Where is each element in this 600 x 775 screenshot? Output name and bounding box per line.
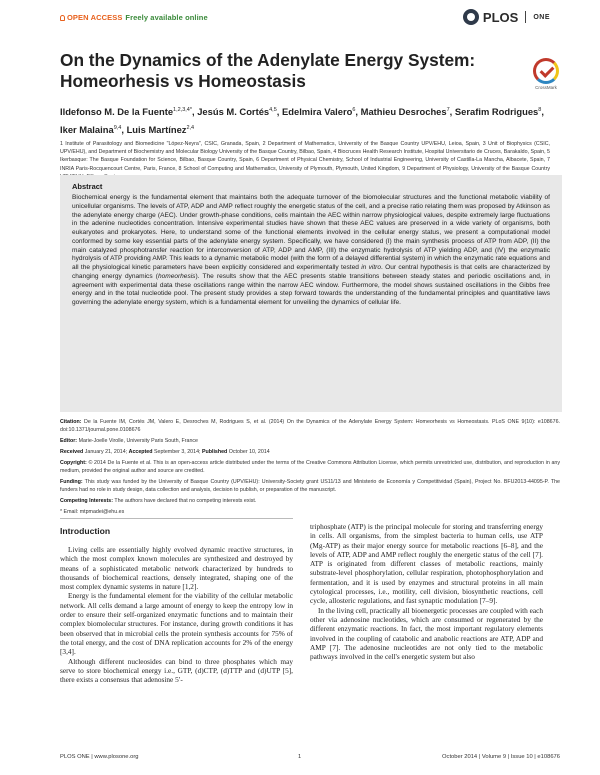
abstract-text [72,194,550,308]
received-label: Received [60,449,84,456]
paragraph: triphosphate (ATP) is the principal molecule for storing and transferring energy in cells. All organisms, from the simplest bacteria to human cells, use ATP (Mg-ATP) as their major energy source for metabolic reactions [6–8], and the levels of ATP, ADP and AMP reflect roughly the energetic status of the cell [7]. ATP is originated from different classes of metabolic reactions, mainly substrate-level phosphorylation, cellular respiration, photophosphorylation and fermentation, and it is used by enzymes and structural proteins in all main cytological processes, i.e., motility, cell division, biosynthetic reactions, cell cycle, allosteric regulations, and fast synaptic modulation [7–9]. [310,522,543,606]
abstract-heading: Abstract [72,182,103,191]
funding-text: This study was funded by the University of Basque Country (UPV/EHU): University-Society grant US11/13 and Ministerio de Economía y Competitividad (Spain), Project No. BFU2013-44095-P. The funders had no role in study design, data collection and analysis, decision to publish, or preparation of the manuscript. [60,479,560,494]
author-affiliation-mark: 2,4 [186,125,195,132]
body-column-left [60,545,293,684]
freely-available-label: Freely available online [125,13,208,22]
journal-sub: ONE [533,13,550,21]
editor-text: Marie-Joelle Virolle, University Paris South, France [78,438,198,445]
article-metadata [60,418,560,519]
author-name: Luis Martínez [126,124,187,136]
author-name: Ildefonso M. De la Fuente [60,106,174,118]
open-access-label [67,13,122,22]
accepted-date: September 3, 2014; [153,449,201,456]
copyright-text: © 2014 De la Fuente et al. This is an open-access article distributed under the terms of the Creative Commons Attribution License, which permits unrestricted use, distribution, and reproduction in any medium, provided the original author and source are credited. [60,459,560,475]
abstract-part-3: ). The results show that the AEC presents stable transitions between steady states and periodic oscillations and, in agreement with experimental data these oscillations range within the narrow AEC window. Furthermore, the model shows sustained oscillations in the Gibbs free energy and in the total nucleotide pool. The present study provides a step forward towards the understanding of the fundamental principles and quantitative laws governing the adenylate energy system, which is a fundamental element for unveiling the dynamics of cellular life. [72,272,550,306]
introduction-heading: Introduction [60,526,111,536]
plos-logo-icon [463,9,479,25]
crossmark-label: CrossMark [535,85,557,90]
open-access-banner [60,13,208,22]
published-label: Published [201,449,228,456]
author-name: Mathieu Desroches [360,106,447,118]
received-date: January 21, 2014; [84,449,128,456]
funding [60,478,560,495]
citation-label: Citation: [60,419,82,425]
open-word: OPEN [67,13,89,22]
author-affiliation-mark: 9,4 [113,125,122,132]
paragraph: In the living cell, practically all bioenergetic processes are coupled with each other via adenosine nucleotides, which are consumed or regenerated by the different enzymatic reactions. In fact, the most important regulatory elements involved in the coupling of catabolic and anabolic reactions are ATP, ADP and AMP [7]. The adenosine nucleotides are not only tied to the metabolic pathways involved in the cell's energetic system but also [310,605,543,662]
citation [60,418,560,435]
author-list: Ildefonso M. De la Fuente$^{1,2,3,4*}$, Jesús M. Cortés$^{4,5}$, Edelmira Valero$^6$, Mathieu Desroches$^7$, Serafim Rodrigues$^8$, Iker Malaina$^{9,4}$, Luis Martínez$^{2,4}$ [60,106,544,136]
crossmark-icon [533,58,559,84]
access-word: ACCESS [90,13,123,22]
paragraph: Living cells are essentially highly evolved dynamic reactive structures, in which the most complex known molecules are synthesized and destroyed by means of a sophisticated metabolic network characterized by hundreds to thousands of biochemical reactions, densely integrated, shaping one of the most complex dynamic systems in nature [1,2]. [60,545,293,592]
article-title: On the Dynamics of the Adenylate Energy System: Homeorhesis vs Homeostasis [60,50,476,91]
email [60,508,560,516]
affiliations: 1 Institute of Parasitology and Biomedicine "López-Neyra", CSIC, Granada, Spain, 2 Department of Mathematics, University of the Basque Country UPV/EHU, Leioa, Spain, 3 Unit of Biophysics (CSIC, UPV/EHU), and Department of Biochemistry and Molecular Biology University of the Basque Country, Bilbao, Spain, 4 Biocruces Health Research Institute, Hospital Universitario de Cruces, Barakaldo, Spain, 5 Ikerbasque: The Basque Foundation for Science, Bilbao, Basque Country, Spain, 6 Department of Physical Chemistry, School of Industrial Engineering, University of Castilla-La Mancha, Albacete, Spain, 7 INRIA Paris-Rocquencourt Centre, Paris, France, 8 School of Computing and Mathematics, University of Plymouth, Plymouth, United Kingdom, 9 Department of Physiology, University of the Basque Country [60,141,550,172]
section-divider [60,518,293,519]
author-affiliation-mark: 6 [352,107,356,113]
paragraph: Energy is the fundamental element for the viability of the cellular metabolic network. All cells demand a large amount of energy to keep the entropy low in order to ensure their self-organized enzymatic functions and to maintain their complex biomolecular structures. For instance, during growth conditions it has been observed that in microbial cells the protein synthesis accounts for 75% of the total energy, and the cost of DNA replication accounts for 2% of the energy [3,4]. [60,591,293,657]
copyright-label: Copyright: [60,459,87,466]
author-affiliation-mark: 7 [446,107,450,113]
footer-issue: October 2014 | Volume 9 | Issue 10 | e108676 [442,754,560,760]
copyright [60,459,560,476]
abstract-italic-1: in vitro [361,264,381,271]
author-name: Edelmira Valero [282,106,353,118]
abstract-part-2: . Our central hypothesis is that cells are characterized by changing energy dynamics ( [72,264,550,280]
journal-logo [463,9,550,25]
abstract-italic-2: homeorhesis [157,272,196,280]
dates [60,448,560,456]
footer-journal: PLOS ONE | www.plosone.org [60,754,139,760]
abstract-part-1: Biochemical energy is the fundamental element that maintains both the adequate turnover of the biomolecular structures and the functional metabolic viability of unicellular organisms. The levels of ATP, ADP and AMP reflect roughly the energetic status of the cell, and a precise ratio relating them was proposed by Atkinson as the adenylate energy charge (AEC). Under growth-phase conditions, cells maintain the AEC within narrow physiological values, despite extremely large fluctuations in the adenine nucleotides concentration. Intensive experimental studies have shown that these AEC values are preserved in a wide variety of organisms, both eukaryotes and prokaryotes. Here, to understand some of the functional elements involved in the cellular energy status, we present a computational model conformed by some key essential parts of the adenylate energy system. Specifically, we have considered (I) the main synthesis process of ATP from ADP, (II) the main catalyzed phosphotransfer reaction for interconversion of ATP, ADP and AMP, (III) the enzymatic hydrolysis of ATP yielding ADP, and (IV) the enzymatic hydrolysis of ATP providing AMP. This leads to a dynamic metabolic model (with the form of a delayed differential system) in which the enzymatic rate equations and all the physiological kinetic parameters have been explicitly considered and experimentally tested [72,194,550,271]
author-affiliation-mark: 4,5 [269,107,277,113]
editor-label: Editor: [60,438,78,445]
funding-label: Funding: [60,479,83,486]
page-number: 1 [298,754,302,760]
author-name: Jesús M. Cortés [197,106,270,118]
email-text[interactable]: * Email: mtpmadei@ehu.es [60,509,125,516]
journal-brand: PLOS [482,9,519,25]
crossmark-badge[interactable] [527,58,565,90]
author-affiliation-mark: 8 [538,107,542,113]
logo-divider [525,11,526,23]
competing-interests [60,497,560,505]
citation-text: De la Fuente IM, Cortés JM, Valero E, Desroches M, Rodrigues S, et al. (2014) On the Dynamics of the Adenylate Energy System: Homeorhesis vs Homeostasis. PLoS ONE 9(10): e108676. doi:10.1371/journal.pone.0108676 [60,419,560,434]
author-name: Serafim Rodrigues [454,106,539,118]
author-affiliation-mark: 1,2,3,4* [173,107,192,113]
accepted-label: Accepted [128,449,153,456]
published-date: October 10, 2014 [228,449,270,456]
author-name: Iker Malaina [60,124,114,136]
paragraph: Although different nucleosides can bind to three phosphates which may serve to store biochemical energy i.e., GTP, (d)CTP, (d)TTP and (d)UTP [5], there exists a consensus that adenosine 5′- [60,656,293,685]
competing-text: The authors have declared that no competing interests exist. [114,498,257,505]
competing-label: Competing Interests: [60,498,113,505]
open-lock-icon [60,15,65,21]
body-column-right [310,522,543,661]
editor [60,437,560,445]
